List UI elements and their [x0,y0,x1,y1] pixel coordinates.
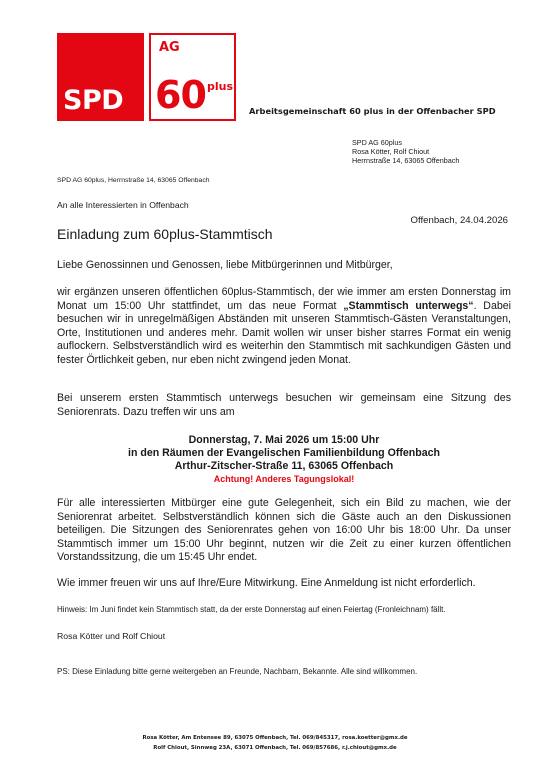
greeting: Liebe Genossinnen und Genossen, liebe Mitbürgerinnen und Mitbürger, [57,259,393,271]
event-date: Donnerstag, 7. Mai 2026 um 15:00 Uhr [188,434,380,446]
spd-logo-text: SPD [63,85,124,116]
body-paragraph-visit: Bei unserem ersten Stammtisch unterwegs besuchen wir gemeinsam eine Sitzung des Seniorenrats. Dazu treffen wir uns am [57,392,511,418]
signature: Rosa Kötter und Rolf Chiout [57,631,166,641]
body-paragraph-intro [57,286,511,368]
paragraph-text: wir ergänzen unseren öffentlichen 60plus-Stammtisch, der wie immer am ersten Donnerstag im Monat um 15:00 Uhr stattfindet, um das neue Format [57,286,511,312]
sender-address-block [352,139,459,165]
letter-headline: Einladung zum 60plus-Stammtisch [57,226,273,242]
ag-logo-text: AG [159,40,180,55]
format-name-highlight: „Stammtisch unterwegs“ [343,299,474,312]
paragraph-text: . Dabei besuchen wir in unregelmäßigen Abständen mit unseren Stammtisch-Gästen Veranstaltungen, Orte, Institutionen und anderes mehr. Damit wollen wir unser bisher starres Format ein wenig auflockern. Selbstverständlich wird es weiterhin den Stammtisch mit sachkundigen Gästen und fester Örtlichkeit geben, nur eben nicht zwingend jeden Monat. [57,299,511,366]
footer-contact-line: Rosa Kötter, Am Entensee 89, 63075 Offenbach, Tel. 069/845317, rosa.koetter@gmx.de [142,735,408,741]
sixty-logo-text: 60 [155,73,206,117]
spd-logo [57,33,144,121]
hint-note: Hinweis: Im Juni findet kein Stammtisch statt, da der erste Donnerstag auf einen Feiertag (Fronleichnam) fällt. [57,605,446,614]
postscript: PS: Diese Einladung bitte gerne weitergeben an Freunde, Nachbarn, Bekannte. Alle sind willkommen. [57,667,418,676]
body-paragraph-details: Für alle interessierten Mitbürger eine gute Gelegenheit, sich ein Bild zu machen, wie der Seniorenrat arbeitet. Selbstverständlich können sich die Gäste auch an den Diskussionen beteiligen. Die Sitzungen des Seniorenrates gehen von 16:00 Uhr bis 18:00 Uhr. Da unser Stammtisch immer um 15:00 Uhr beginnt, nutzen wir die Zeit zu einer kurzen öffentlichen Vorstandssitzung, die um 15:45 Uhr endet. [57,497,511,564]
sender-line: Herrnstraße 14, 63065 Offenbach [352,155,460,165]
sender-line: SPD AG 60plus [352,138,402,147]
event-venue: in den Räumen der Evangelischen Familienbildung Offenbach [128,447,440,460]
footer-contacts [0,734,550,753]
sender-line: Rosa Kötter, Rolf Chiout [352,146,430,156]
date-line: Offenbach, 24.04.2026 [410,215,508,226]
venue-change-warning: Achtung! Anderes Tagungslokal! [213,473,355,484]
plus-logo-text: plus [207,80,234,93]
organization-title: Arbeitsgemeinschaft 60 plus in der Offenbacher SPD [249,106,496,116]
event-address: Arthur-Zitscher-Straße 11, 63065 Offenbach [174,460,394,473]
ag60plus-logo [149,33,236,121]
return-address: SPD AG 60plus, Herrnstraße 14, 63065 Offenbach [57,177,210,184]
recipient: An alle Interessierten in Offenbach [57,200,189,210]
body-paragraph-closing: Wie immer freuen wir uns auf Ihre/Eure Mitwirkung. Eine Anmeldung ist nicht erforderlich. [57,577,476,589]
event-details [57,434,511,485]
footer-contact-line: Rolf Chiout, Sinnweg 23A, 63071 Offenbach, Tel. 069/857686, r.j.chiout@gmx.de [153,744,397,751]
